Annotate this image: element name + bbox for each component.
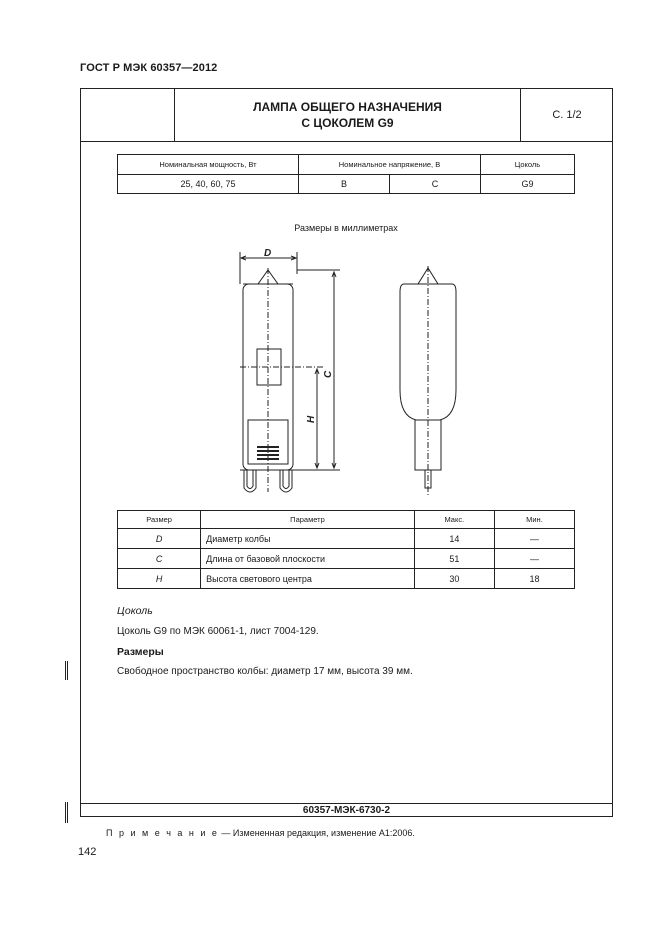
label-c: C (323, 370, 334, 378)
cell-voltage-b: В (299, 175, 390, 194)
bulb-front (243, 284, 293, 470)
col-header-max: Макс. (414, 511, 494, 529)
sheet-title-line2: С ЦОКОЛЕМ G9 (301, 116, 394, 130)
cell-base: G9 (480, 175, 574, 194)
dimensions-caption: Размеры в миллиметрах (294, 223, 398, 233)
cell-param: Длина от базовой плоскости (201, 549, 415, 569)
cell-symbol: H (118, 569, 201, 589)
base-grip-2 (257, 450, 279, 452)
cell-min: — (494, 529, 574, 549)
col-header-min: Мин. (494, 511, 574, 529)
table-row (118, 549, 575, 569)
sheet-number: С. 1/2 (552, 109, 582, 121)
ratings-table (117, 154, 575, 194)
pin-right-inner (283, 470, 289, 489)
footnote-label: П р и м е ч а н и е (106, 828, 219, 838)
label-d: D (264, 248, 272, 259)
base-grip-4 (257, 458, 279, 460)
table-row (118, 569, 575, 589)
col-header-size: Размер (118, 511, 201, 529)
change-bar-2 (65, 802, 68, 823)
col-header-param: Параметр (201, 511, 415, 529)
cell-max: 51 (414, 549, 494, 569)
cell-max: 14 (414, 529, 494, 549)
base-grip-1 (257, 446, 279, 448)
col-header-base: Цоколь (480, 155, 574, 175)
ratings-header-row (118, 155, 575, 175)
base-grip-3 (257, 454, 279, 456)
pin-left-inner (247, 470, 253, 489)
cell-min: 18 (494, 569, 574, 589)
cell-symbol: D (118, 529, 201, 549)
cell-power: 25, 40, 60, 75 (118, 175, 299, 194)
section-base-text: Цоколь G9 по МЭК 60061-1, лист 7004-129. (117, 626, 319, 637)
cell-param: Высота светового центра (201, 569, 415, 589)
cell-symbol: C (118, 549, 201, 569)
sheet-title-line1: ЛАМПА ОБЩЕГО НАЗНАЧЕНИЯ (253, 100, 442, 114)
cell-max: 30 (414, 569, 494, 589)
sheet-code: 60357-МЭК-6730-2 (302, 805, 391, 816)
col-header-voltage: Номинальное напряжение, В (299, 155, 481, 175)
col-header-power: Номинальная мощность, Вт (118, 155, 299, 175)
dims-header-row (118, 511, 575, 529)
section-dims-title: Размеры (117, 646, 164, 658)
section-dims-text: Свободное пространство колбы: диаметр 17 мм, высота 39 мм. (117, 666, 413, 677)
ratings-row (118, 175, 575, 194)
label-h: H (306, 415, 317, 423)
lamp-drawing (200, 240, 470, 498)
section-base-title: Цоколь (117, 605, 153, 617)
footnote-text: — Измененная редакция, изменение А1:2006. (218, 828, 415, 838)
cell-param: Диаметр колбы (201, 529, 415, 549)
dimensions-table (117, 510, 575, 589)
change-bar-1 (65, 661, 68, 680)
sheet-title (174, 88, 521, 142)
standard-designation: ГОСТ Р МЭК 60357—2012 (80, 62, 218, 74)
page-number: 142 (78, 846, 97, 858)
cell-voltage-c: С (389, 175, 480, 194)
footnote (106, 828, 415, 838)
cell-min: — (494, 549, 574, 569)
table-row (118, 529, 575, 549)
